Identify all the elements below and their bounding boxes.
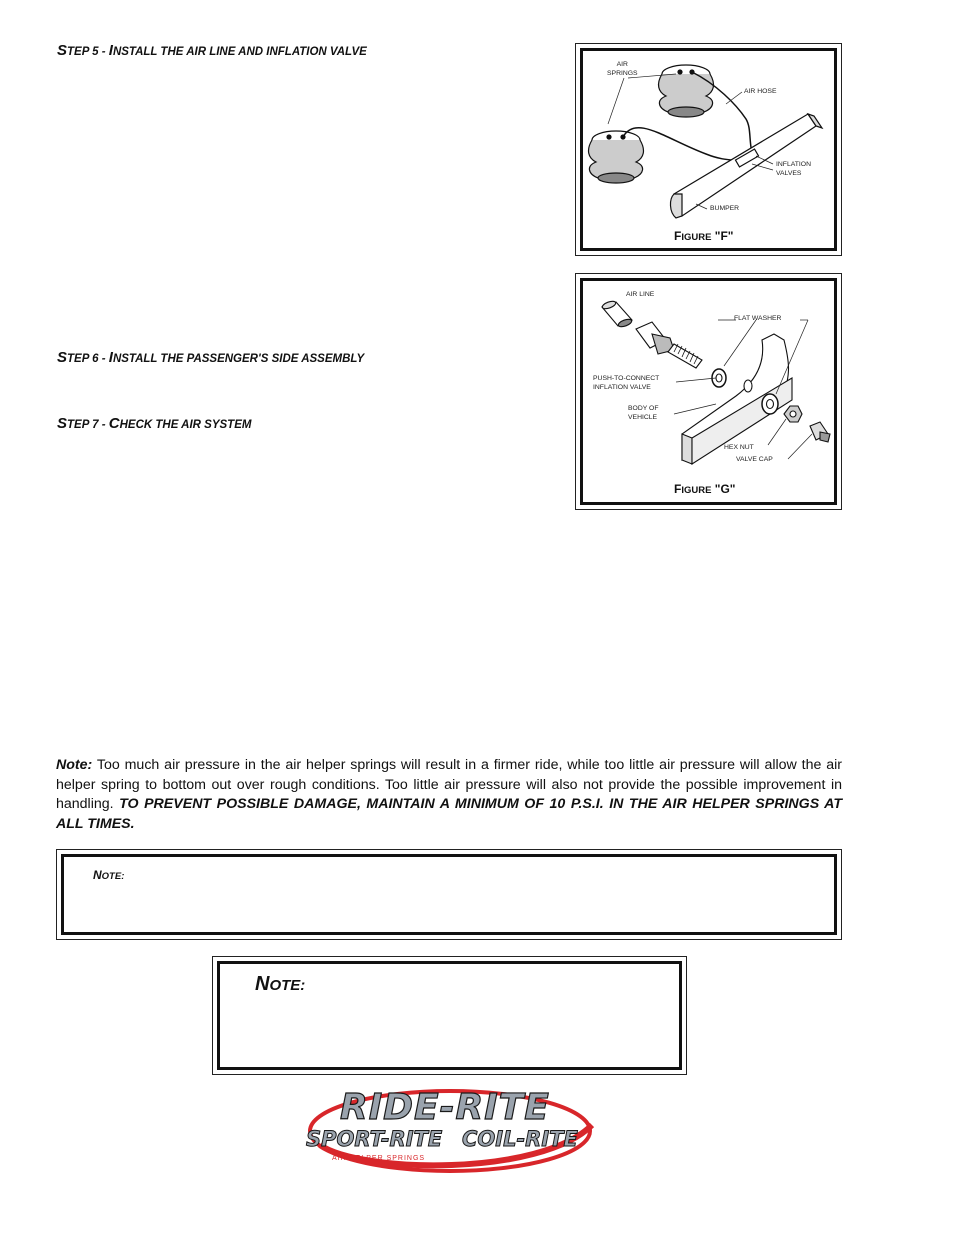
figure-f-caption: FIGURE "F" xyxy=(674,229,734,243)
figure-g xyxy=(575,273,842,510)
valve-cap-label: VALVE CAP xyxy=(736,456,773,463)
note-box-2-title: NOTE: xyxy=(255,973,306,995)
figure-g-caption: FIGURE "G" xyxy=(674,482,736,496)
flat-washer-label: FLAT WASHER xyxy=(734,315,782,322)
step-6-heading: STEP 6 - INSTALL THE PASSENGER'S SIDE ASSEMBLY xyxy=(57,349,365,366)
note-box-1-title: NOTE: xyxy=(93,868,125,882)
note-box-1 xyxy=(56,849,842,940)
air-spring-lower-icon xyxy=(589,131,644,183)
air-line-icon xyxy=(601,300,632,328)
step-5-heading: STEP 5 - INSTALL THE AIR LINE AND INFLATION VALVE xyxy=(57,42,367,59)
hex-nut-icon xyxy=(784,406,802,422)
note-box-2 xyxy=(212,956,687,1075)
pressure-note: Note: Too much air pressure in the air helper springs will result in a firmer ride, while too little air pressure will allow the air helper spring to bottom out over rough conditions. Too little air pressure will also not provide the possible improvement in handling. TO PREVENT POSSIBLE DAMAGE, MAINTAIN A MINIMUM OF 10 P.S.I. IN THE AIR HELPER SPRINGS AT ALL TIMES. xyxy=(56,757,843,832)
push-to-connect-label: PUSH-TO-CONNECT INFLATION VALVE xyxy=(593,375,660,391)
valve-cap-icon xyxy=(810,422,830,442)
logo-line-2b: COIL-RITE xyxy=(462,1127,578,1151)
bumper-label: BUMPER xyxy=(710,205,740,212)
logo-line-1: RIDE-RITE xyxy=(340,1087,550,1128)
ride-rite-logo xyxy=(300,1085,600,1177)
inflation-valves-label: INFLATION VALVES xyxy=(776,161,811,177)
body-of-vehicle-label: BODY OF VEHICLE xyxy=(628,405,659,421)
inflation-valve-icon xyxy=(636,322,702,368)
step-7-heading: STEP 7 - CHECK THE AIR SYSTEM xyxy=(57,415,252,432)
air-line-label: AIR LINE xyxy=(626,291,655,298)
logo-line-2a: SPORT-RITE xyxy=(306,1127,443,1151)
washer-icon xyxy=(762,394,778,414)
air-springs-label: AIR SPRINGS xyxy=(607,61,638,77)
air-spring-upper-icon xyxy=(659,65,714,117)
logo-tagline: AIR HELPER SPRINGS xyxy=(332,1155,426,1162)
figure-f xyxy=(575,43,842,256)
hex-nut-label: HEX NUT xyxy=(724,444,754,451)
air-hose-label: AIR HOSE xyxy=(744,88,777,95)
